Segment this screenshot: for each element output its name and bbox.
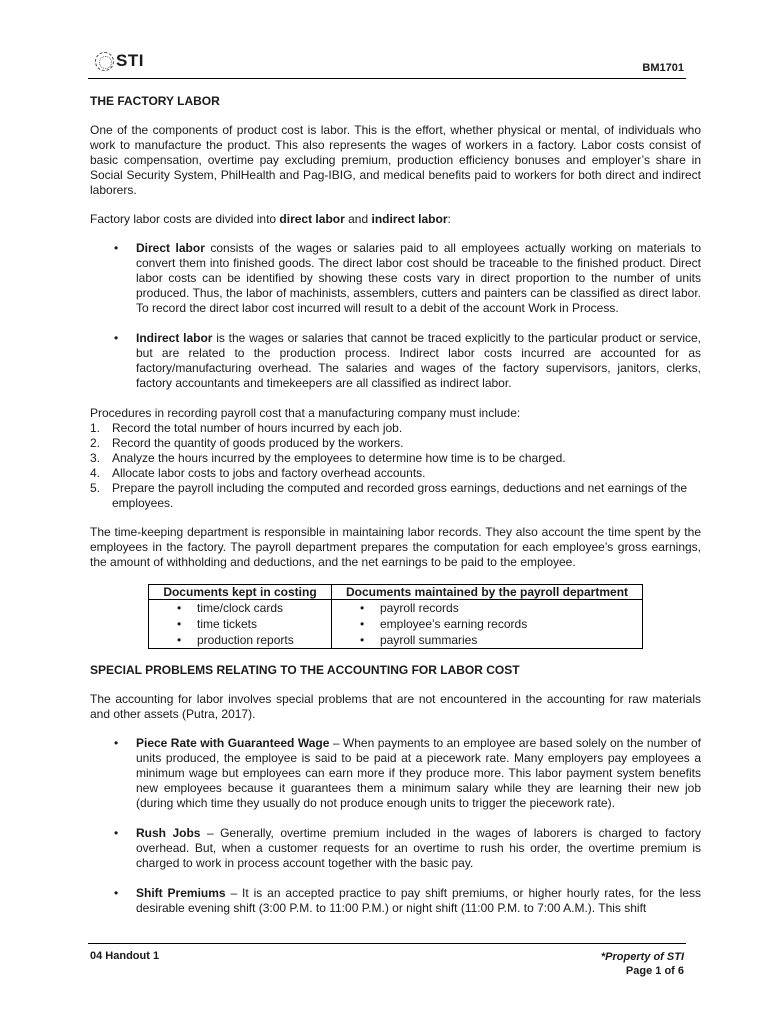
term: Rush Jobs [136,826,201,840]
step-text: Prepare the payroll including the computed and recorded gross earnings, deductions and net earnings of the employees. [112,481,688,510]
term: Indirect labor [136,331,213,345]
column-header: Documents kept in costing [149,585,332,600]
direct-labor-term: direct labor [279,212,345,226]
step-number: 5. [90,481,101,495]
step-number: 1. [90,421,101,435]
logo-text: STI [116,51,144,70]
step-text: Record the total number of hours incurred by each job. [112,421,403,435]
step-number: 2. [90,436,101,450]
definition: – It is an accepted practice to pay shift premiums, or higher hourly rates, for the less desirable evening shift (3:00 P.M. to 11:00 P.M.) or night shift (11:00 P.M. to 7:00 A.M.). This shift [136,886,702,915]
section-title: SPECIAL PROBLEMS RELATING TO THE ACCOUNTING FOR LABOR COST [90,663,520,677]
labor-types-list [90,241,701,391]
definition: is the wages or salaries that cannot be traced explicitly to the particular product or service, but are related to the production process. Indirect labor costs incurred are accounted for as factory/manufacturing overhead. The salaries and wages of the factory supervisors, janitors, clerks, factory accountants and timekeepers are all classified as indirect labor. [136,331,701,390]
table-row [149,600,643,617]
header-divider [88,78,686,79]
cell-text: production reports [197,633,294,647]
table-cell [149,616,332,632]
table-cell [149,632,332,649]
list-item [90,736,701,811]
list-item [90,331,701,391]
sti-globe-icon [95,52,114,71]
table-cell [332,616,643,632]
division-text: : [447,212,451,226]
division-text: Factory labor costs are divided into [90,212,280,226]
main-content [90,94,701,931]
table-cell [332,600,643,617]
bullet: • [177,601,182,615]
table-cell [149,600,332,617]
column-header: Documents maintained by the payroll department [332,585,643,600]
step-number: 3. [90,451,101,465]
page-number: Page 1 of 6 [625,965,684,977]
definition: consists of the wages or salaries paid to all employees actually working on materials to convert them into finished goods. The direct labor cost should be traceable to the finished product. Direct labor costs can be identified by showing these costs vary in direct proportion to the number of units produced. Thus, the labor of machinists, assemblers, cutters and painters can be classified as direct labor. To record the direct labor cost incurred will result to a debit of the account Work in Process. [136,241,701,315]
list-item [90,241,701,316]
page-title: THE FACTORY LABOR [90,94,220,108]
list-item [90,451,701,466]
property-notice: *Property of STI [600,951,684,963]
list-item [90,466,701,481]
cell-text: employee’s earning records [380,617,528,631]
bullet: • [177,633,182,647]
bullet: • [360,617,365,631]
timekeeping-paragraph: The time-keeping department is responsible in maintaining labor records. They also account the time spent by the employees in the factory. The payroll department prepares the computation for each employee’s gross earnings, the amount of withholding and deductions, and the net earnings to be paid to the employee. [90,525,701,569]
intro-paragraph: One of the components of product cost is labor. This is the effort, whether physical or mental, of individuals who work to manufacture the product. This also represents the wages of workers in a factory. Labor costs consist of basic compensation, overtime pay excluding premium, production efficiency bonuses and employer’s share in Social Security System, PhilHealth and Pag-IBIG, and medical benefits paid to workers for both direct and indirect laborers. [90,123,701,197]
procedures-list [90,421,701,511]
cell-text: payroll summaries [380,633,478,647]
term: Piece Rate with Guaranteed Wage [136,736,330,750]
documents-table [148,584,643,649]
table-header-row [149,585,643,600]
bullet: • [177,617,182,631]
list-item [90,421,701,436]
definition: – Generally, overtime premium included in the wages of laborers is charged to factory overhead. But, when a customer requests for an overtime to rush his order, the overtime premium is charged to work in process account together with the basic pay. [136,826,701,870]
list-item [90,481,701,511]
cell-text: payroll records [380,601,459,615]
table-cell [332,632,643,649]
bullet: • [360,633,365,647]
indirect-labor-term: indirect labor [371,212,448,226]
handout-label: 04 Handout 1 [90,950,160,962]
cell-text: time tickets [197,617,258,631]
division-paragraph [90,212,701,227]
cell-text: time/clock cards [197,601,284,615]
special-intro-paragraph: The accounting for labor involves special problems that are not encountered in the accounting for raw materials and other assets (Putra, 2017). [90,692,701,721]
definition: – When payments to an employee are based solely on the number of units produced, the employee is said to be paid at a piecework rate. Many employers pay employees a minimum wage but employees can earn more if they produce more. This labor payment system benefits new employees because it guarantees them a minimum salary while they are learning their new job (during which time they usually do not produce enough units to trigger the piecework rate). [136,736,701,810]
sti-logo [95,51,144,71]
division-text: and [344,212,372,226]
term: Shift Premiums [136,886,226,900]
document-id: BM1701 [642,62,684,74]
step-number: 4. [90,466,101,480]
special-problems-list [90,736,701,916]
table-row [149,632,643,649]
term: Direct labor [136,241,205,255]
documents-table-wrap [90,584,701,649]
table-row [149,616,643,632]
step-text: Allocate labor costs to jobs and factory overhead accounts. [112,466,426,480]
list-item [90,826,701,871]
list-item [90,436,701,451]
bullet: • [360,601,365,615]
list-item [90,886,701,916]
step-text: Analyze the hours incurred by the employees to determine how time is to be charged. [112,451,566,465]
step-text: Record the quantity of goods produced by the workers. [112,436,404,450]
footer-divider [88,943,686,944]
procedures-intro: Procedures in recording payroll cost that a manufacturing company must include: [90,406,521,420]
footer-right [601,950,684,978]
